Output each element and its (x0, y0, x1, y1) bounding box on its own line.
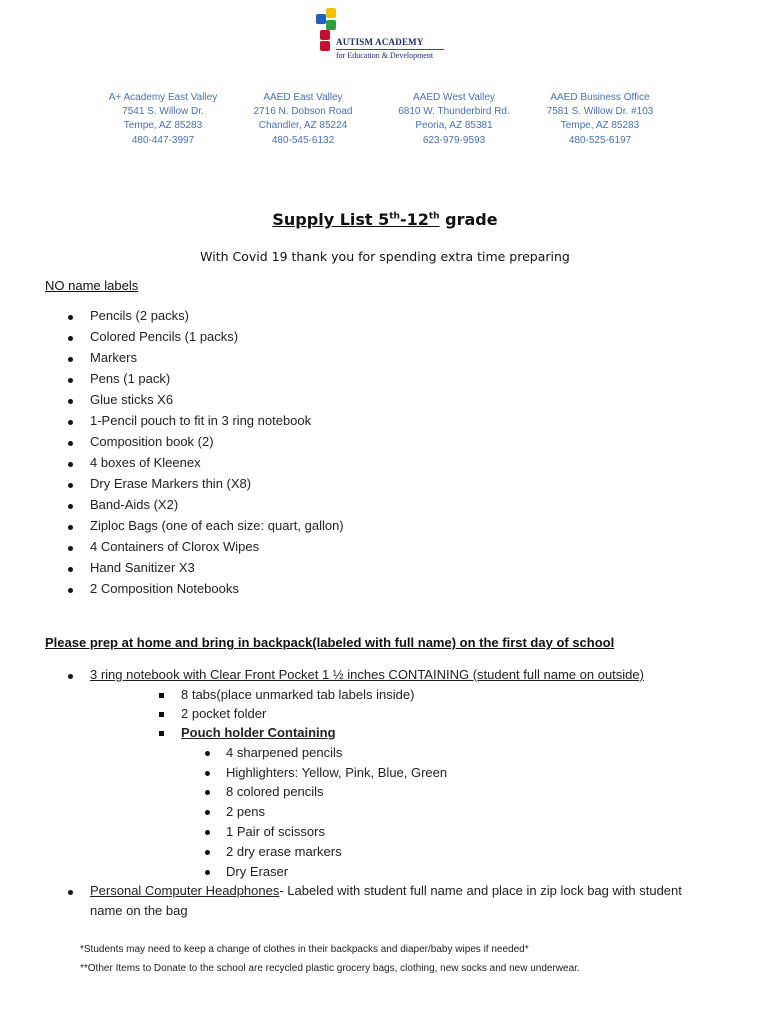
page-subtitle: With Covid 19 thank you for spending extra time preparing (200, 249, 570, 264)
office-street: 2716 N. Dobson Road (253, 106, 353, 118)
office-name: AAED East Valley (263, 92, 343, 103)
office-street: 7541 S. Willow Dr. (122, 106, 204, 118)
office-street: 7581 S. Willow Dr. #103 (546, 106, 654, 118)
office-city: Chandler, AZ 85224 (258, 120, 348, 132)
puzzle-piece-yellow (326, 8, 336, 18)
office-city: Tempe, AZ 85283 (560, 120, 640, 132)
logo-tagline: for Education & Development (336, 51, 434, 60)
office-name: AAED West Valley (413, 92, 495, 103)
office-east-valley (218, 91, 388, 148)
puzzle-piece-red (320, 30, 330, 40)
puzzle-piece-red-2 (320, 41, 330, 51)
office-city: Peoria, AZ 85381 (415, 120, 493, 132)
academy-logo (314, 8, 454, 64)
office-phone: 480-545-6132 (271, 134, 335, 146)
pouch-holder-label: Pouch holder Containing (181, 725, 336, 740)
note-clothes: *Students may need to keep a change of clothes in their backpacks and diaper/baby wipes if needed* (80, 944, 529, 955)
office-business (515, 91, 685, 148)
office-phone: 623-979-9593 (422, 134, 486, 146)
office-west-valley (369, 91, 539, 148)
office-city: Tempe, AZ 85283 (123, 120, 203, 132)
office-street: 6810 W. Thunderbird Rd. (398, 106, 510, 118)
title-text: Supply List 5th-12th (272, 210, 440, 229)
page-title: Supply List 5th-12th grade (272, 210, 498, 229)
puzzle-piece-green (326, 20, 336, 30)
office-name: A+ Academy East Valley (108, 92, 218, 103)
note-donate: **Other Items to Donate to the school are recycled plastic grocery bags, clothing, new socks and new underwear. (80, 963, 580, 974)
office-name: AAED Business Office (550, 92, 650, 103)
office-phone: 480-525-6197 (568, 134, 632, 146)
section-heading-no-labels: NO name labels (45, 278, 139, 293)
headphones-label: Personal Computer Headphones (90, 883, 280, 898)
notebook-text: 3 ring notebook with Clear Front Pocket 1 ½ inches CONTAINING (student full name on outside) (90, 667, 644, 682)
logo-name: AUTISM ACADEMY (336, 37, 424, 47)
section-heading-prep-at-home: Please prep at home and bring in backpack(labeled with full name) on the first day of school (45, 635, 615, 650)
office-addresses (0, 91, 770, 151)
puzzle-piece-blue (316, 14, 326, 24)
office-phone: 480-447-3997 (131, 134, 195, 146)
logo-underline (336, 49, 444, 50)
